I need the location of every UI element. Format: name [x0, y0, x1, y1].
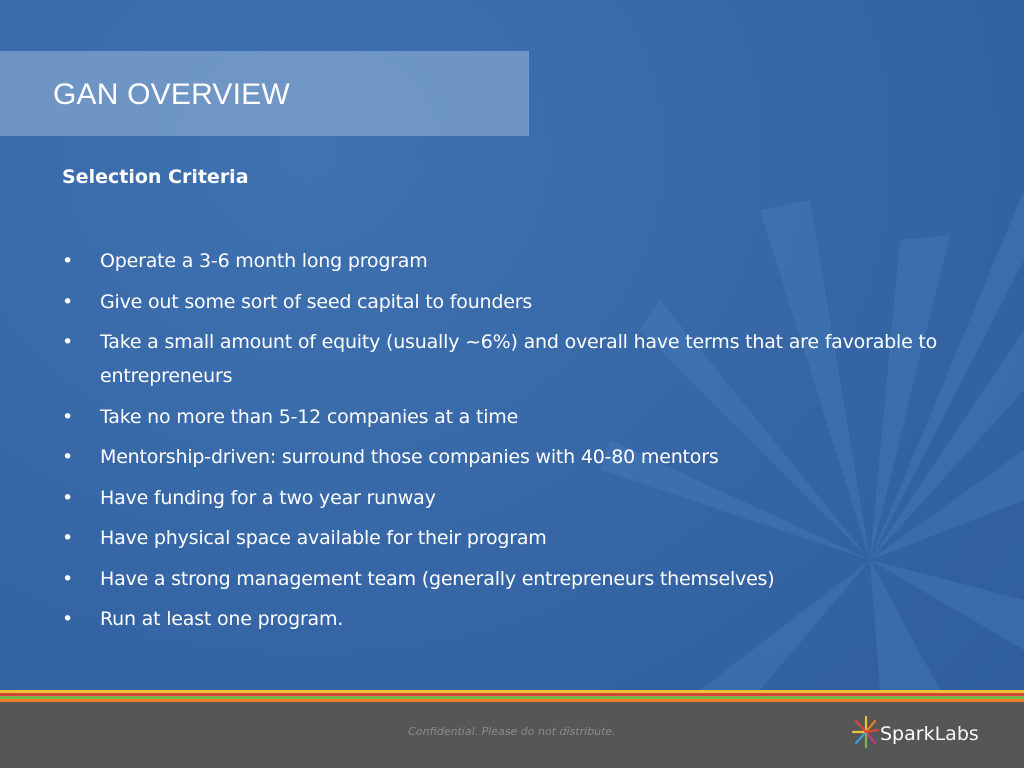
list-item-text: Operate a 3-6 month long program [100, 250, 428, 272]
list-item [62, 440, 952, 474]
confidential-note: Confidential. Please do not distribute. [408, 725, 616, 738]
list-item-text: Have physical space available for their program [100, 527, 547, 549]
bullet-icon: • [62, 446, 74, 468]
bullet-icon: • [62, 250, 74, 272]
bullet-icon: • [62, 331, 74, 353]
bullet-icon: • [62, 527, 74, 549]
list-item-text: Take no more than 5-12 companies at a time [100, 405, 519, 428]
list-item [62, 244, 952, 278]
list-item [62, 562, 952, 596]
list-item-text: Have a strong management team (generally entrepreneurs themselves) [100, 567, 775, 590]
bullet-icon: • [62, 608, 74, 630]
list-item [62, 602, 952, 636]
logo-bold: Spark [880, 723, 935, 745]
section-heading: Selection Criteria [62, 166, 249, 188]
bullet-icon: • [62, 486, 74, 509]
list-item-text: Have funding for a two year runway [100, 486, 436, 509]
list-item-text: Give out some sort of seed capital to founders [100, 290, 533, 313]
list-item [62, 325, 952, 393]
bullet-icon: • [62, 405, 74, 428]
bullet-icon: • [62, 567, 74, 590]
sparklabs-burst-icon [850, 714, 880, 750]
list-item-text: Run at least one program. [100, 608, 344, 630]
list-item [62, 285, 952, 319]
list-item [62, 400, 952, 434]
slide-title: GAN OVERVIEW [53, 78, 290, 111]
logo-light: Labs [934, 723, 979, 745]
color-stripes [0, 690, 1024, 702]
list-item-text: Take a small amount of equity (usually ~6%) and overall have terms that are favorable to entrepreneurs [100, 331, 938, 387]
list-item-text: Mentorship-driven: surround those companies with 40-80 mentors [100, 446, 719, 468]
logo-wordmark [880, 723, 979, 745]
criteria-list [62, 244, 952, 643]
list-item [62, 521, 952, 555]
sparklabs-logo [850, 714, 990, 754]
list-item [62, 481, 952, 515]
bullet-icon: • [62, 290, 74, 313]
